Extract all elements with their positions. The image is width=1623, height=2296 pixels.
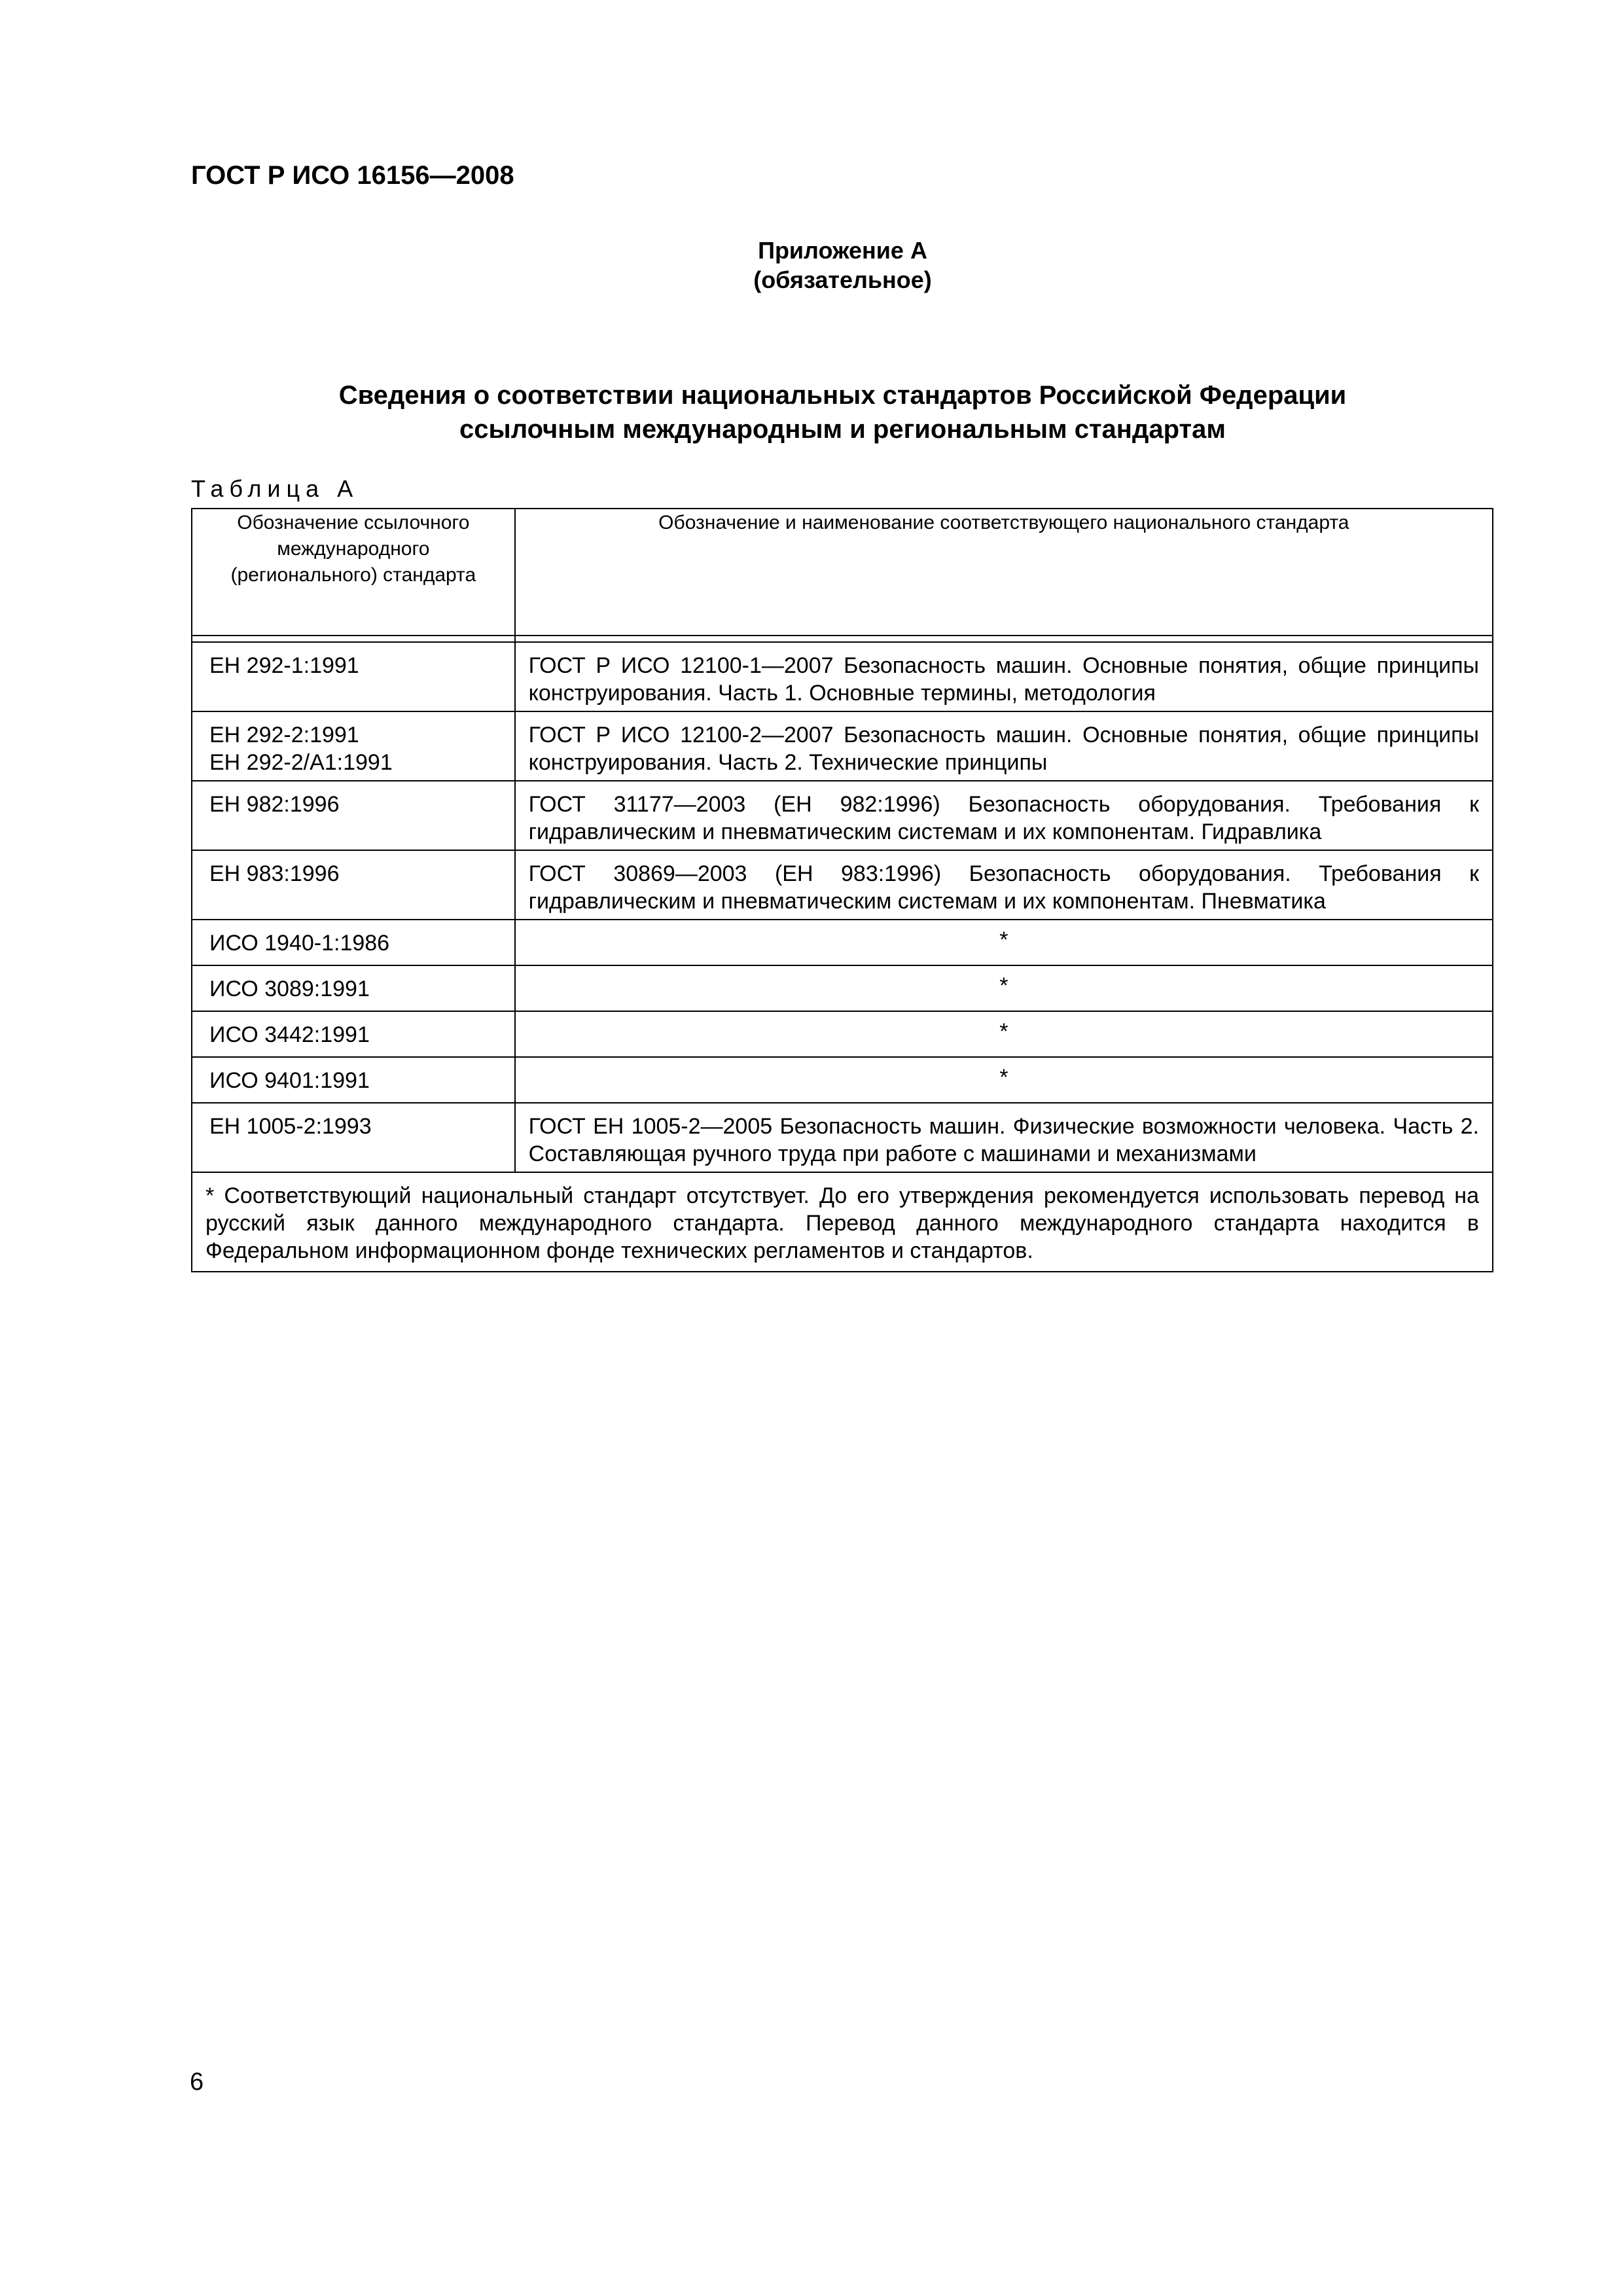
national-standard-cell: ГОСТ 30869—2003 (ЕН 983:1996) Безопасность оборудования. Требования к гидравлическим и пневматическим системам и их компонентам. Пневматика xyxy=(515,850,1493,920)
table-row xyxy=(192,1057,1493,1103)
national-standard-cell: * xyxy=(515,965,1493,1011)
national-standard-cell: ГОСТ Р ИСО 12100-1—2007 Безопасность машин. Основные понятия, общие принципы конструирования. Часть 1. Основные термины, методология xyxy=(515,642,1493,711)
designation-cell xyxy=(192,711,515,781)
appendix-status: (обязательное) xyxy=(753,266,932,293)
national-standard-cell: ГОСТ Р ИСО 12100-2—2007 Безопасность машин. Основные понятия, общие принципы конструирования. Часть 2. Технические принципы xyxy=(515,711,1493,781)
designation-text: ЕН 982:1996 xyxy=(209,792,340,817)
table-footnote-row xyxy=(192,1172,1493,1272)
designation-text: ЕН 983:1996 xyxy=(209,861,340,886)
designation-cell xyxy=(192,965,515,1011)
designation-cell xyxy=(192,781,515,850)
table-header-row xyxy=(192,509,1493,636)
section-title-line-2: ссылочным международным и региональным стандартам xyxy=(459,415,1226,444)
standards-table xyxy=(191,508,1493,1272)
table-row xyxy=(192,850,1493,920)
designation-cell xyxy=(192,920,515,965)
national-standard-cell: * xyxy=(515,920,1493,965)
designation-cell xyxy=(192,1103,515,1172)
header-international-designation xyxy=(192,509,515,636)
table-footnote: * Соответствующий национальный стандарт отсутствует. До его утверждения рекомендуется использовать перевод на русский язык данного международного стандарта. Перевод данного международного стандарта находится в Федеральном информационном фонде технических регламентов и стандартов. xyxy=(192,1172,1493,1272)
header-col1-line: (регионального) стандарта xyxy=(230,564,476,586)
designation-cell xyxy=(192,642,515,711)
table-row xyxy=(192,781,1493,850)
section-title xyxy=(0,378,1623,446)
designation-text: ИСО 3442:1991 xyxy=(209,1022,370,1047)
header-separator xyxy=(192,636,1493,642)
table-row xyxy=(192,920,1493,965)
table-row xyxy=(192,642,1493,711)
header-col1-line: Обозначение ссылочного xyxy=(237,512,470,533)
page-number: 6 xyxy=(190,2068,204,2096)
designation-text: ИСО 3089:1991 xyxy=(209,977,370,1001)
table-label: Таблица А xyxy=(191,475,359,502)
national-standard-cell: * xyxy=(515,1057,1493,1103)
table-row xyxy=(192,711,1493,781)
designation-cell xyxy=(192,1011,515,1057)
section-title-line-1: Сведения о соответствии национальных стандартов Российской Федерации xyxy=(338,381,1347,410)
appendix-title: Приложение А xyxy=(758,237,927,264)
national-standard-cell: ГОСТ 31177—2003 (ЕН 982:1996) Безопасность оборудования. Требования к гидравлическим и пневматическим системам и их компонентам. Гидравлика xyxy=(515,781,1493,850)
table-row xyxy=(192,1103,1493,1172)
designation-cell xyxy=(192,1057,515,1103)
document-header: ГОСТ Р ИСО 16156—2008 xyxy=(191,161,514,190)
designation-text: ЕН 292-2/А1:1991 xyxy=(209,750,393,775)
appendix-heading xyxy=(0,236,1623,295)
header-col1-line: международного xyxy=(277,538,430,560)
national-standard-cell: * xyxy=(515,1011,1493,1057)
designation-text: ИСО 1940-1:1986 xyxy=(209,931,390,956)
table-row xyxy=(192,965,1493,1011)
designation-text: ИСО 9401:1991 xyxy=(209,1068,370,1093)
header-national-standard: Обозначение и наименование соответствующего национального стандарта xyxy=(515,509,1493,636)
designation-text: ЕН 1005-2:1993 xyxy=(209,1114,372,1139)
national-standard-cell: ГОСТ ЕН 1005-2—2005 Безопасность машин. Физические возможности человека. Часть 2. Составляющая ручного труда при работе с машинами и механизмами xyxy=(515,1103,1493,1172)
designation-text: ЕН 292-1:1991 xyxy=(209,653,359,678)
designation-text: ЕН 292-2:1991 xyxy=(209,723,359,747)
table-row xyxy=(192,1011,1493,1057)
designation-cell xyxy=(192,850,515,920)
